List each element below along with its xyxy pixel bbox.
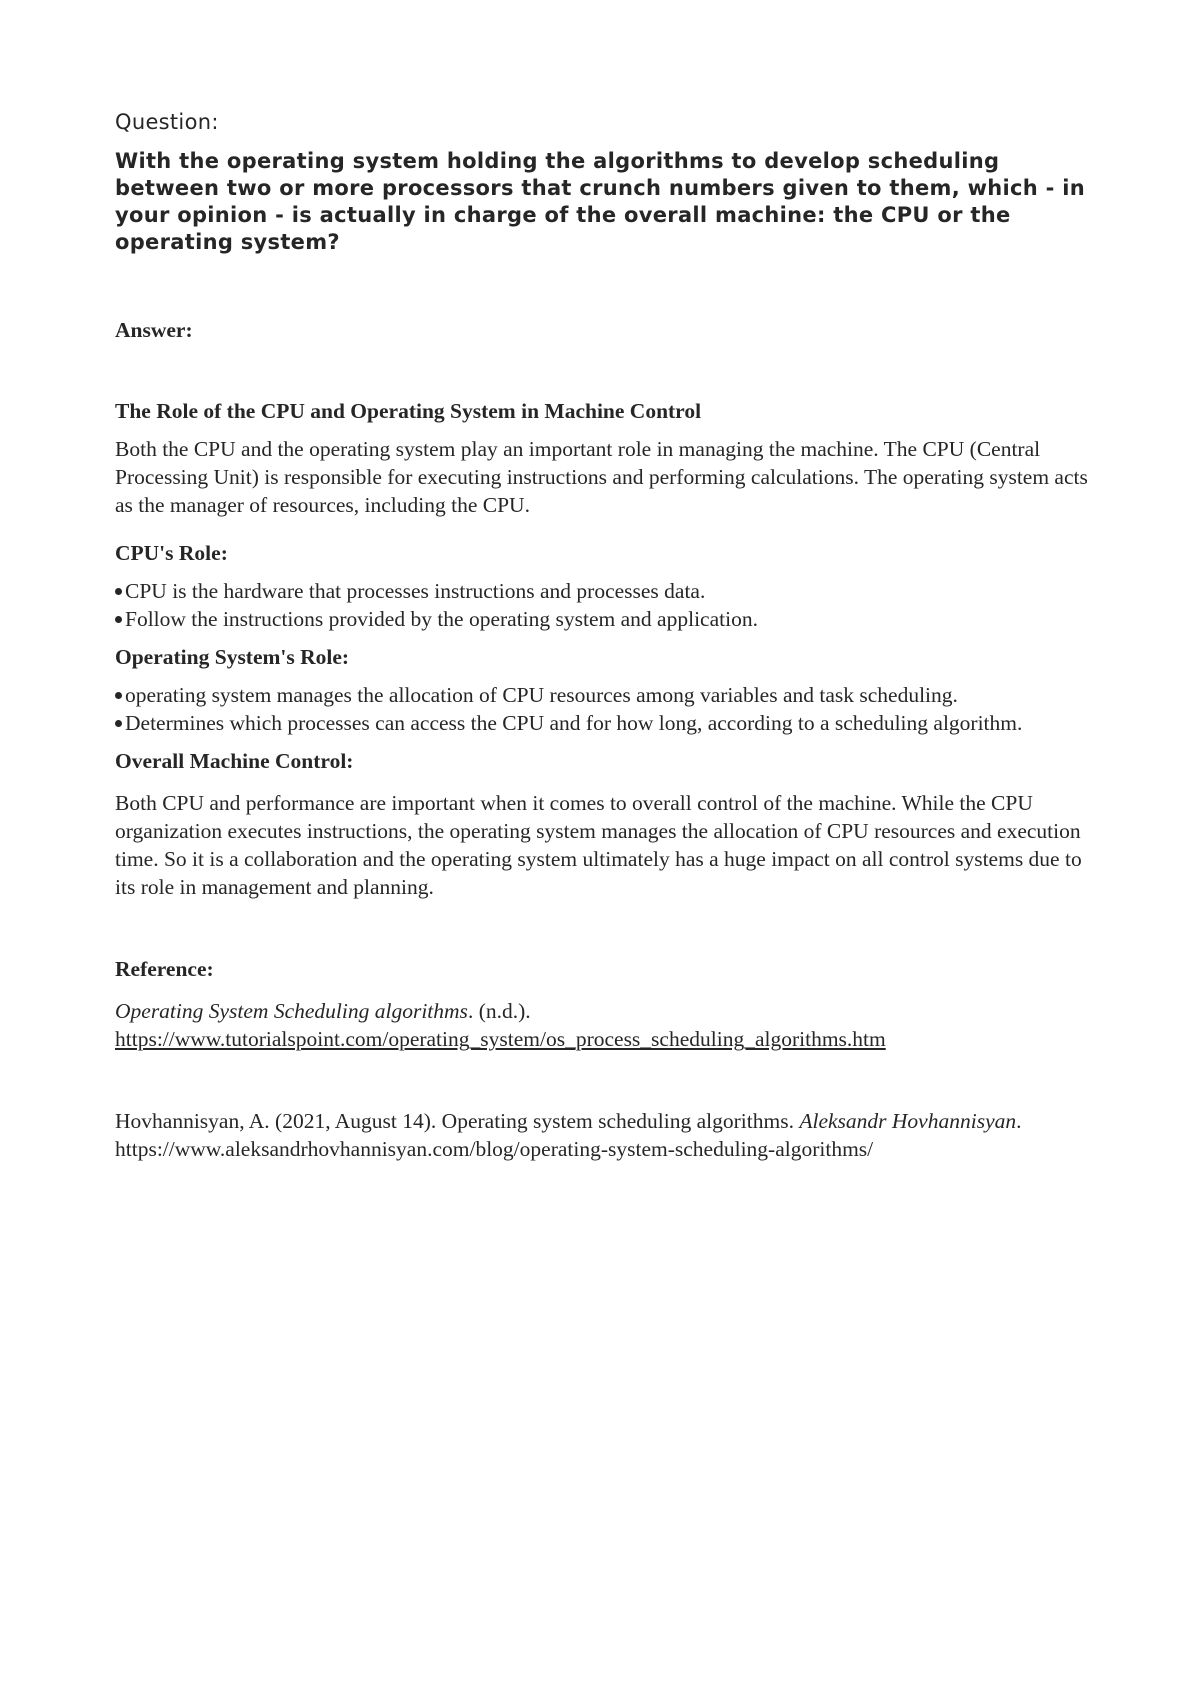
list-item-text: Determines which processes can access the CPU and for how long, according to a scheduling algorithm. — [125, 711, 1023, 735]
question-text: With the operating system holding the algorithms to develop scheduling between two or more processors that crunch numbers given to them, which - in your opinion - is actually in charge of the overall machine: the CPU or the operating system? — [115, 149, 1086, 254]
question-label: Question: — [115, 110, 219, 134]
reference-1-link[interactable]: https://www.tutorialspoint.com/operating_system/os_process_scheduling_algorithms.htm — [115, 1027, 886, 1051]
section-heading-os: Operating System's Role: — [115, 645, 350, 669]
reference-2-prefix: Hovhannisyan, A. (2021, August 14). Operating system scheduling algorithms. — [115, 1109, 800, 1133]
answer-label: Answer: — [115, 318, 193, 342]
reference-entry-1 — [115, 997, 1100, 1053]
reference-2-suffix: . https://www.aleksandrhovhannisyan.com/blog/operating-system-scheduling-algorithms/ — [115, 1109, 1022, 1161]
cpu-bullet-list — [115, 577, 1100, 633]
role-paragraph: Both the CPU and the operating system play an important role in managing the machine. The CPU (Central Processing Unit) is responsible for executing instructions and performing calculations. The operating system acts as the manager of resources, including the CPU. — [115, 437, 1088, 517]
section-heading-overall: Overall Machine Control: — [115, 749, 354, 773]
document-page — [115, 110, 1100, 1163]
bullet-icon — [115, 692, 122, 699]
bullet-icon — [115, 616, 122, 623]
list-item — [115, 709, 1100, 737]
reference-1-date: . (n.d.). — [467, 999, 531, 1023]
list-item-text: Follow the instructions provided by the operating system and application. — [125, 607, 758, 631]
bullet-icon — [115, 720, 122, 727]
section-heading-role: The Role of the CPU and Operating System in Machine Control — [115, 399, 702, 423]
section-heading-cpu: CPU's Role: — [115, 541, 228, 565]
reference-2-source: Aleksandr Hovhannisyan — [799, 1109, 1017, 1133]
reference-entry-2 — [115, 1107, 1100, 1163]
reference-heading: Reference: — [115, 957, 214, 981]
list-item — [115, 605, 1100, 633]
list-item-text: operating system manages the allocation of CPU resources among variables and task scheduling. — [125, 683, 958, 707]
bullet-icon — [115, 588, 122, 595]
os-bullet-list — [115, 681, 1100, 737]
list-item — [115, 577, 1100, 605]
list-item-text: CPU is the hardware that processes instructions and processes data. — [125, 579, 706, 603]
list-item — [115, 681, 1100, 709]
reference-1-title: Operating System Scheduling algorithms — [115, 999, 468, 1023]
overall-paragraph: Both CPU and performance are important when it comes to overall control of the machine. While the CPU organization executes instructions, the operating system manages the allocation of CPU resources and execution time. So it is a collaboration and the operating system ultimately has a huge impact on all control systems due to its role in management and planning. — [115, 791, 1082, 899]
